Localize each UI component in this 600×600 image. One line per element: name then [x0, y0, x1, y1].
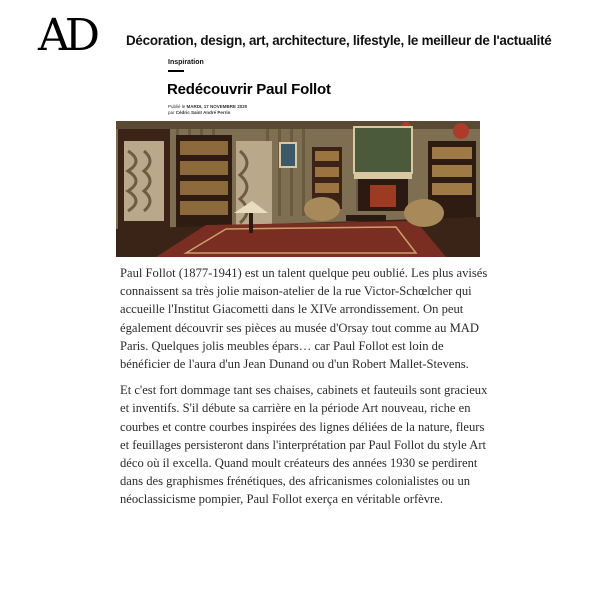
fire — [370, 185, 396, 207]
article-body — [120, 264, 492, 517]
site-tagline: Décoration, design, art, architecture, lifestyle, le meilleur de l'actualité — [126, 33, 552, 48]
author-prefix: par — [168, 110, 176, 115]
framed-picture — [280, 143, 296, 167]
interior-painting — [116, 121, 480, 257]
frieze — [116, 121, 480, 129]
red-lamp — [453, 123, 469, 139]
author-name[interactable]: Cédric Saint André Perrin — [175, 110, 231, 115]
paragraph-1: Paul Follot (1877-1941) est un talent quelque peu oublié. Les plus avisés connaissent sa très jolie maison-atelier de la rue Victor-Schœlcher qui accueille l'Institut Giacometti dans le XIVe arrondissement. On peut également découvrir ses pièces au musée d'Orsay tout comme au MAD Paris. Quelques jolis meubles épars… car Paul Follot est loin de bénéficier de l'aura d'un Jean Dunand ou d'un Robert Mallet-Stevens. — [120, 266, 488, 372]
hero-image — [116, 121, 480, 257]
paragraph-2: Et c'est fort dommage tant ses chaises, cabinets et fauteuils sont gracieux et inventifs. S'il débute sa carrière en la période Art nouveau, riche en courbes et contre courbes inspirées des lignes déliées de la nature, fleurs et feuillages persisteront dans l'interprétation par Paul Follot du style Art déco où il excella. Quand moult créateurs des années 1930 se perdirent dans des graphismes frénétiques, des africanismes colonialistes ou un néoclassicisme pompier, Paul Follot exerça en véritable orfèvre. — [120, 383, 488, 507]
coffee-table — [346, 215, 386, 221]
armchair-right — [404, 199, 444, 227]
overmantel-painting — [354, 127, 412, 173]
article-category[interactable]: Inspiration — [168, 59, 204, 66]
lamp-stand — [249, 213, 253, 233]
published-date: MARDI, 17 NOVEMBRE 2020 — [186, 104, 248, 109]
cabinet-mid — [236, 141, 272, 233]
category-underline — [168, 70, 184, 72]
author-line — [168, 110, 247, 116]
armchair-left — [304, 197, 340, 221]
article-byline — [168, 104, 247, 116]
article-title: Redécouvrir Paul Follot — [167, 81, 331, 98]
published-prefix: Publié le — [168, 104, 187, 109]
ad-logo[interactable]: AD — [38, 10, 96, 61]
